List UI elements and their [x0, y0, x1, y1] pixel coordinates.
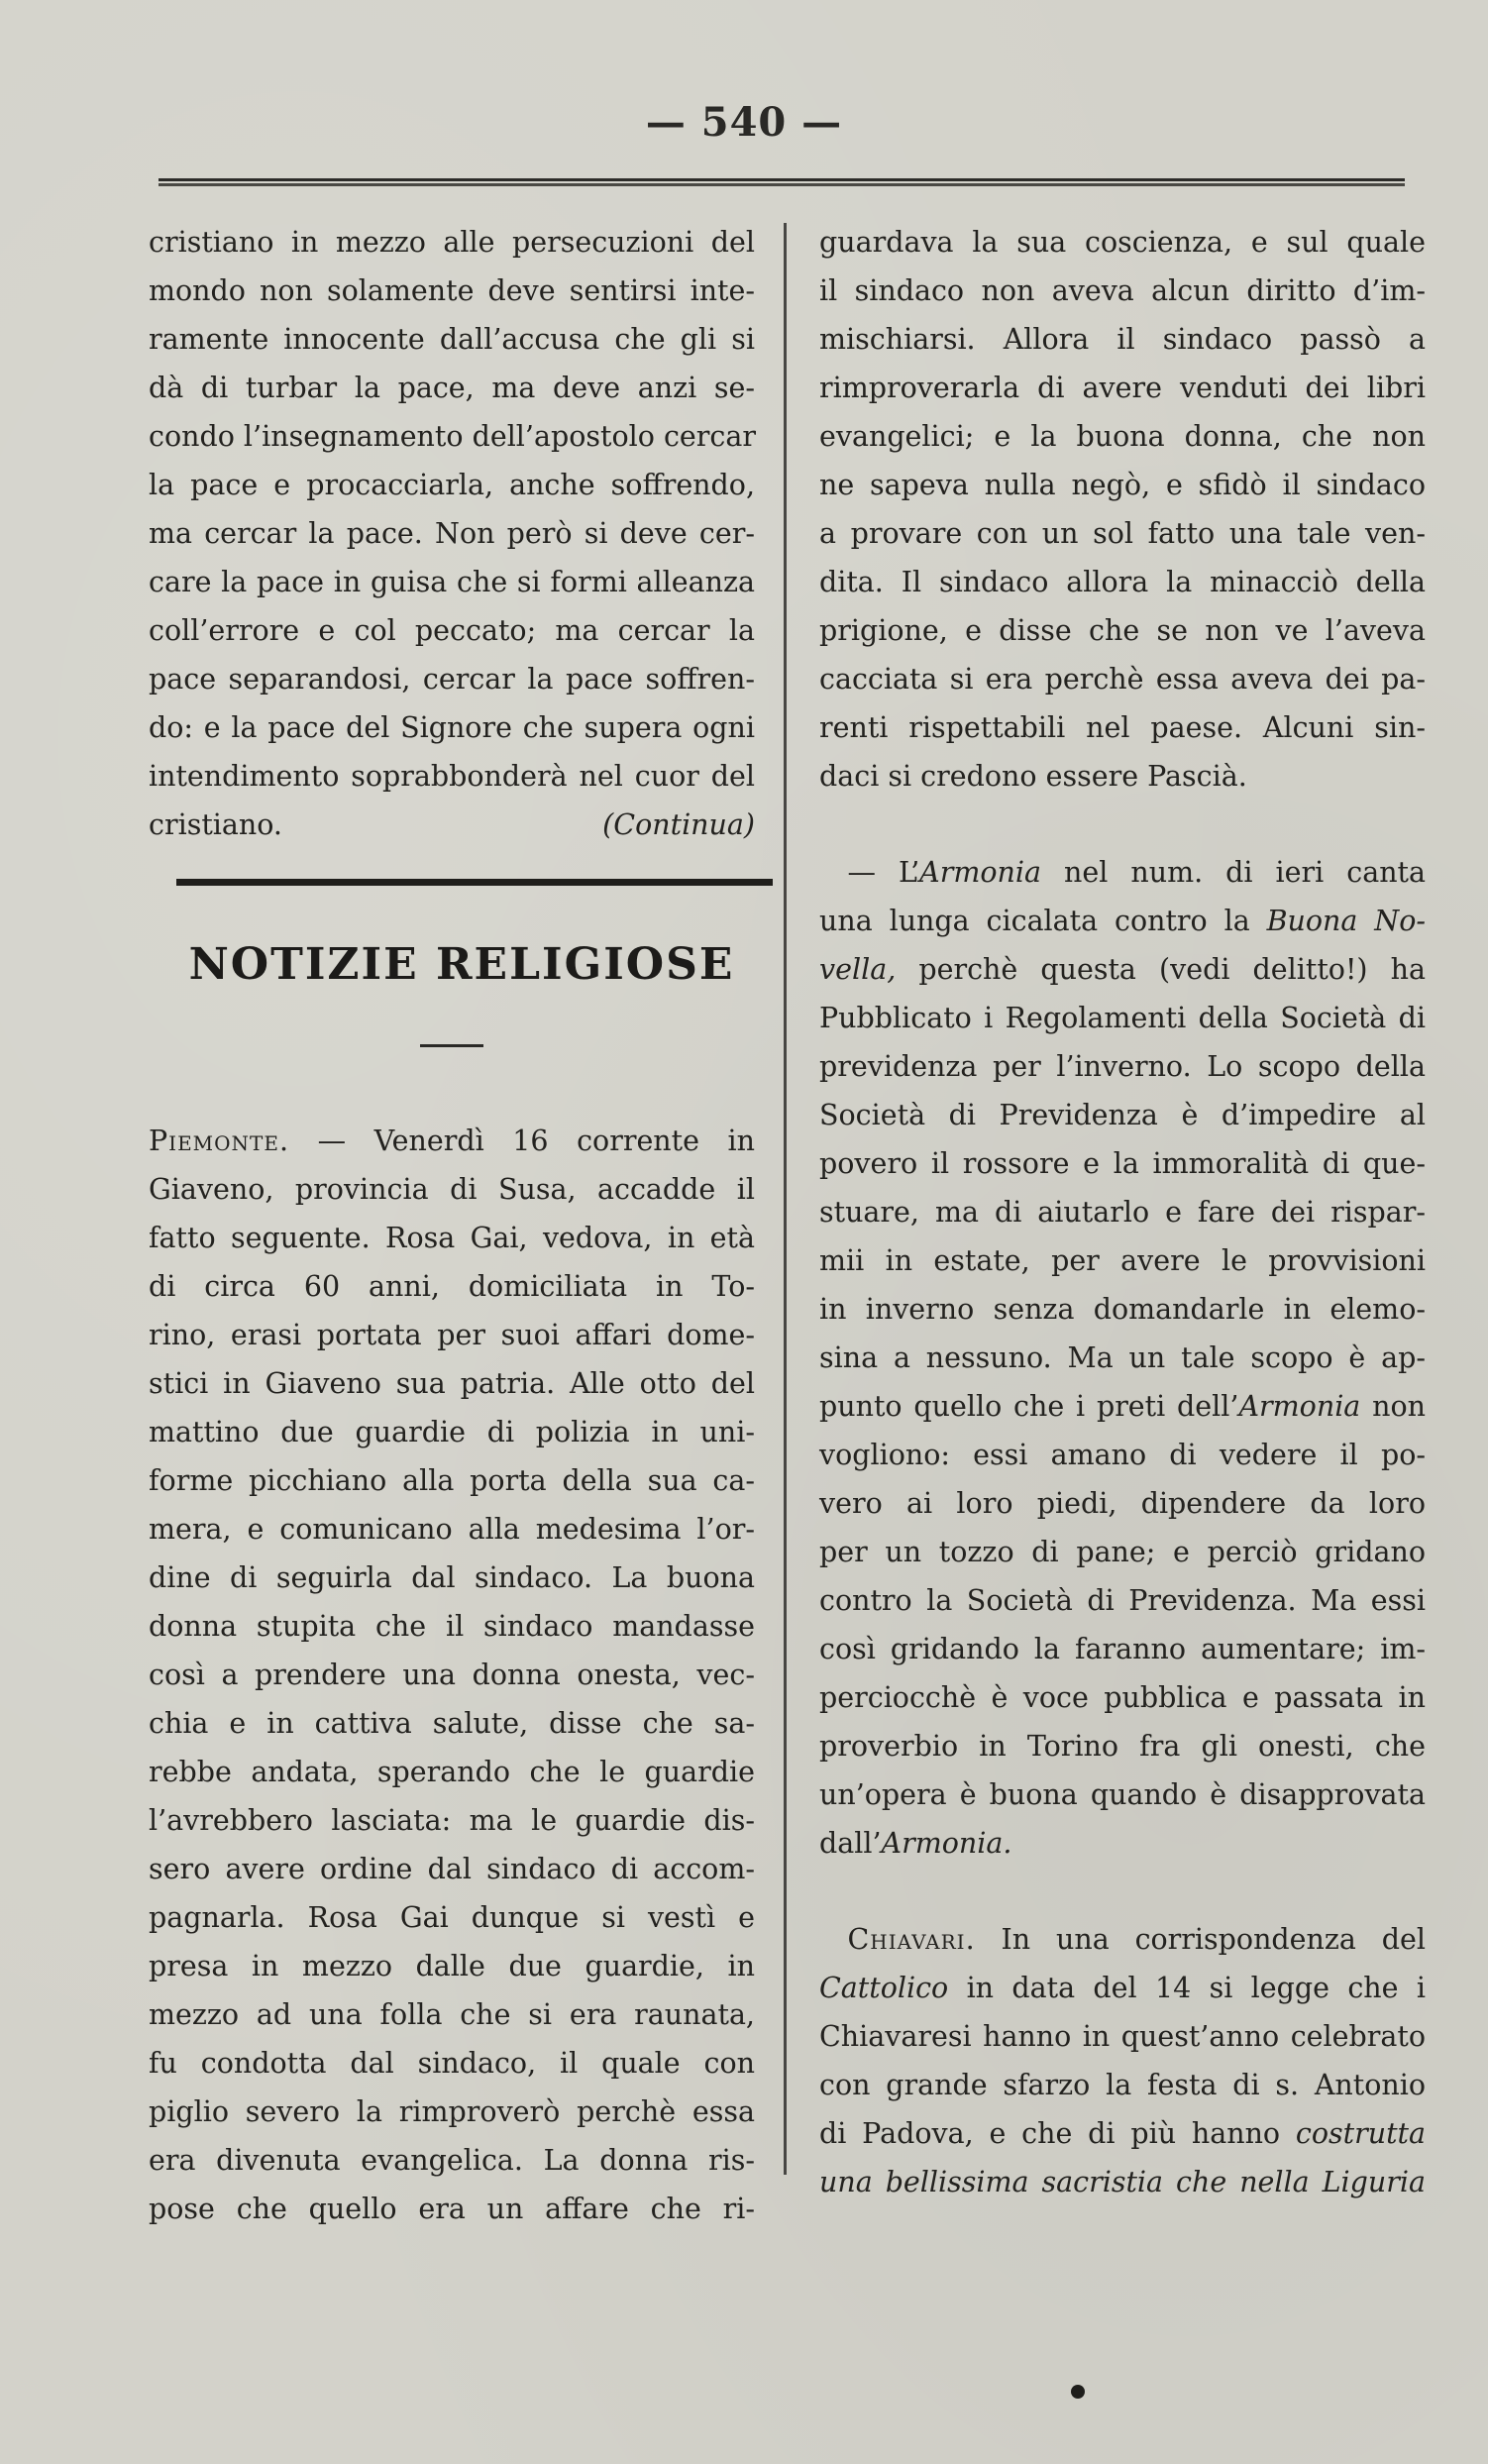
piemonte-paragraph — [149, 1117, 755, 2233]
section-rule — [176, 879, 773, 886]
text-line: intendimento soprabbonderà nel cuor del — [149, 760, 755, 793]
text-line: cacciata si era perchè essa aveva dei pa- — [819, 663, 1426, 696]
text-line: l’avrebbero lasciata: ma le guardie dis- — [149, 1804, 755, 1837]
text-line: Piemonte. — Venerdì 16 corrente in — [149, 1125, 756, 1157]
text-line: stici in Giaveno sua patria. Alle otto del — [149, 1367, 755, 1400]
text-line: una lunga cicalata contro la Buona No- — [819, 905, 1426, 937]
continued-article-paragraph — [149, 218, 755, 849]
chiavari-lead: Chiavari. — [847, 1923, 976, 1956]
text-line: stuare, ma di aiutarlo e fare dei rispar- — [819, 1196, 1426, 1229]
header-double-rule — [159, 178, 1405, 186]
text-line: così gridando la faranno aumentare; im- — [819, 1633, 1426, 1665]
text-line: renti rispettabili nel paese. Alcuni sin- — [819, 711, 1426, 744]
text-line: con grande sfarzo la festa di s. Antonio — [819, 2069, 1426, 2101]
text-line: forme picchiano alla porta della sua ca- — [149, 1464, 755, 1497]
text-line: do: e la pace del Signore che supera ogni — [149, 711, 755, 744]
chiavari-paragraph — [819, 1915, 1426, 2206]
right-column — [819, 218, 1426, 2206]
text-line: rebbe andata, sperando che le guardie — [149, 1756, 755, 1788]
text-line: daci si credono essere Pascià. — [819, 760, 1247, 793]
text-line: sina a nessuno. Ma un tale scopo è ap- — [819, 1341, 1426, 1374]
text-line: dà di turbar la pace, ma deve anzi se- — [149, 372, 755, 404]
piemonte-continuation-paragraph — [819, 218, 1426, 801]
text-line: Giaveno, provincia di Susa, accadde il — [149, 1173, 755, 1206]
text-line: povero il rossore e la immoralità di que- — [819, 1147, 1426, 1180]
text-line: evangelici; e la buona donna, che non — [819, 420, 1426, 453]
text-line: condo l’insegnamento dell’apostolo cercar — [149, 420, 756, 453]
piemonte-lead: Piemonte. — [149, 1125, 290, 1157]
ink-dot — [1071, 2385, 1085, 2399]
left-column — [149, 218, 755, 2233]
text-line: Chiavari. In una corrispondenza del — [847, 1923, 1426, 1956]
text-line: ne sapeva nulla negò, e sfidò il sindaco — [819, 469, 1426, 501]
text-line: la pace e procacciarla, anche soffrendo, — [149, 469, 755, 501]
text-line: dine di seguirla dal sindaco. La buona — [149, 1561, 755, 1594]
text-line: era divenuta evangelica. La donna ris- — [149, 2144, 755, 2177]
continua-note: (Continua) — [602, 808, 755, 841]
text-line: mera, e comunicano alla medesima l’or- — [149, 1513, 755, 1546]
text-line: Società di Previdenza è d’impedire al — [819, 1099, 1426, 1131]
text-line: Cattolico in data del 14 si legge che i — [819, 1972, 1426, 2004]
text-line: mischiarsi. Allora il sindaco passò a — [819, 323, 1426, 356]
text-line: coll’errore e col peccato; ma cercar la — [149, 614, 755, 647]
text-line: sero avere ordine dal sindaco di accom- — [149, 1853, 755, 1885]
text-line: cristiano in mezzo alle persecuzioni del — [149, 226, 755, 259]
text-line: piglio severo la rimproverò perchè essa — [149, 2095, 755, 2128]
text-line: ramente innocente dall’accusa che gli si — [149, 323, 755, 356]
text-line-end: cristiano. — [149, 808, 282, 841]
text-line: vogliono: essi amano di vedere il po- — [819, 1439, 1426, 1471]
text-line: mattino due guardie di polizia in uni- — [149, 1416, 755, 1448]
text-line: presa in mezzo dalle due guardie, in — [149, 1950, 755, 1982]
text-line: proverbio in Torino fra gli onesti, che — [819, 1730, 1426, 1763]
text-line: guardava la sua coscienza, e sul quale — [819, 226, 1426, 259]
text-line: pace separandosi, cercar la pace soffren- — [149, 663, 755, 696]
text-line: pose che quello era un affare che ri- — [149, 2193, 755, 2225]
text-line: a provare con un sol fatto una tale ven- — [819, 517, 1426, 550]
text-line: pagnarla. Rosa Gai dunque si vestì e — [149, 1901, 755, 1934]
text-line: mondo non solamente deve sentirsi inte- — [149, 274, 755, 307]
text-line: dall’Armonia. — [819, 1827, 1012, 1860]
text-line: di Padova, e che di più hanno costrutta — [819, 2117, 1426, 2150]
text-line: mezzo ad una folla che si era raunata, — [149, 1998, 755, 2031]
text-line: care la pace in guisa che si formi alleanza — [149, 566, 755, 598]
section-title: NOTIZIE RELIGIOSE — [188, 939, 735, 990]
text-line: chia e in cattiva salute, disse che sa- — [149, 1707, 755, 1740]
text-line: fu condotta dal sindaco, il quale con — [149, 2047, 755, 2080]
text-line: fatto seguente. Rosa Gai, vedova, in età — [149, 1222, 755, 1254]
text-line: Chiavaresi hanno in quest’anno celebrato — [819, 2020, 1426, 2053]
text-line: previdenza per l’inverno. Lo scopo della — [819, 1050, 1426, 1083]
text-line: — L’Armonia nel num. di ieri canta — [847, 856, 1426, 889]
page-number: — 540 — — [645, 99, 843, 146]
text-line: una bellissima sacristia che nella Liguria — [819, 2166, 1426, 2198]
text-line: Pubblicato i Regolamenti della Società di — [819, 1002, 1426, 1034]
text-line: rino, erasi portata per suoi affari dome- — [149, 1319, 755, 1351]
armonia-paragraph — [819, 848, 1426, 1868]
text-line: dita. Il sindaco allora la minacciò della — [819, 566, 1426, 598]
text-line: per un tozzo di pane; e perciò gridano — [819, 1536, 1426, 1568]
text-line: in inverno senza domandarle in elemo- — [819, 1293, 1426, 1326]
text-line: donna stupita che il sindaco mandasse — [149, 1610, 755, 1643]
text-line: vella, perchè questa (vedi delitto!) ha — [819, 953, 1426, 986]
text-line: punto quello che i preti dell’Armonia non — [819, 1390, 1426, 1423]
text-line: ma cercar la pace. Non però si deve cer- — [149, 517, 755, 550]
text-line: così a prendere una donna onesta, vec- — [149, 1659, 755, 1691]
text-line: un’opera è buona quando è disapprovata — [819, 1778, 1426, 1811]
text-line: contro la Società di Previdenza. Ma essi — [819, 1584, 1426, 1617]
text-line: prigione, e disse che se non ve l’aveva — [819, 614, 1426, 647]
continua-line — [149, 801, 755, 849]
text-line: rimproverarla di avere venduti dei libri — [819, 372, 1426, 404]
text-line: vero ai loro piedi, dipendere da loro — [819, 1487, 1426, 1520]
text-line: mii in estate, per avere le provvisioni — [819, 1244, 1426, 1277]
column-divider — [784, 223, 787, 2175]
text-line: il sindaco non aveva alcun diritto d’im- — [819, 274, 1426, 307]
text-line: perciocchè è voce pubblica e passata in — [819, 1681, 1426, 1714]
text-line: di circa 60 anni, domiciliata in To- — [149, 1270, 755, 1303]
